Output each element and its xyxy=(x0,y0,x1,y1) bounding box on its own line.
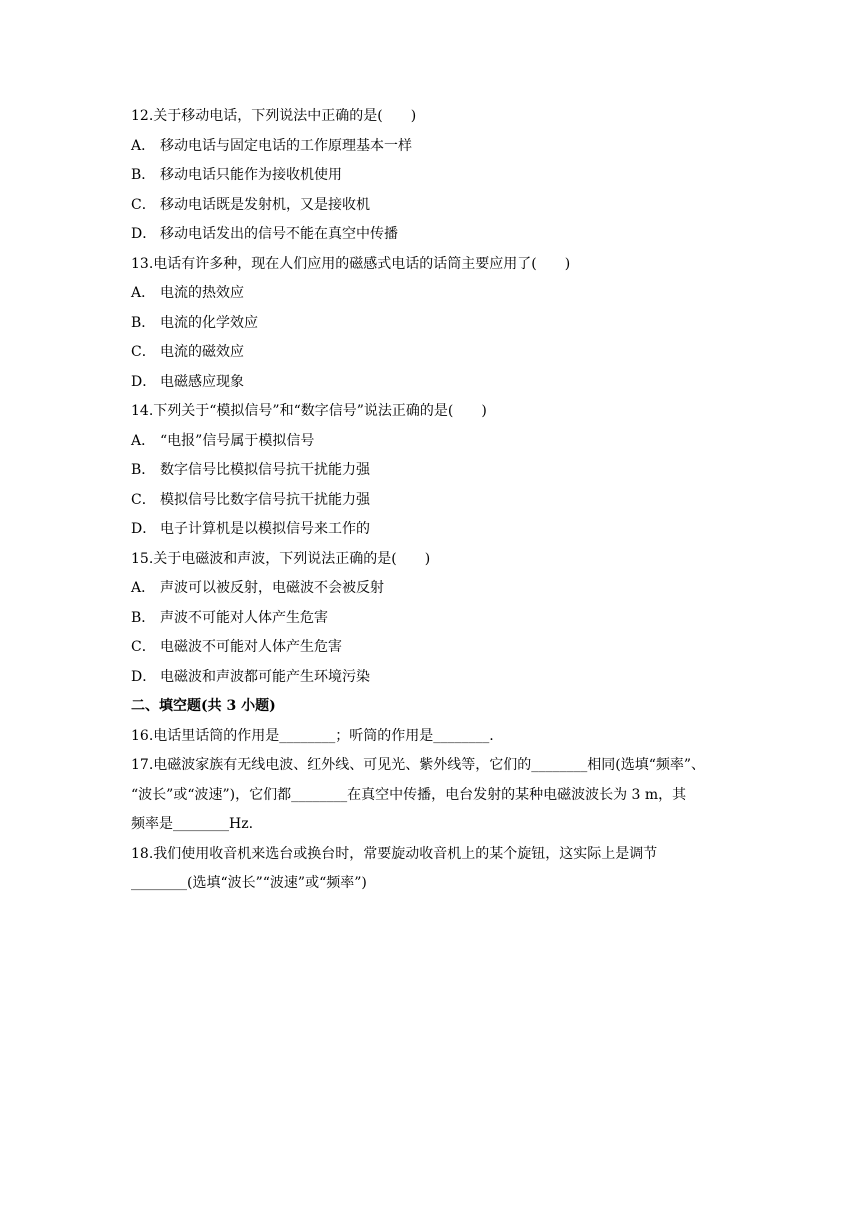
option-text: 声波不可能对人体产生危害 xyxy=(160,609,328,626)
option-text: 移动电话既是发射机，又是接收机 xyxy=(160,196,370,213)
question-14-option-a xyxy=(131,427,731,457)
option-text: 电子计算机是以模拟信号来工作的 xyxy=(160,521,370,537)
option-letter: A． xyxy=(131,285,156,301)
question-12-option-a xyxy=(131,132,731,162)
question-list xyxy=(131,102,731,899)
option-text: 移动电话只能作为接收机使用 xyxy=(160,167,342,183)
option-text: 电磁波和声波都可能产生环境污染 xyxy=(160,668,370,685)
option-text: 声波可以被反射，电磁波不会被反射 xyxy=(160,580,384,596)
option-text: 数字信号比模拟信号抗干扰能力强 xyxy=(160,462,370,478)
question-17-stem-line-2: “波长”或“波速”)，它们都________在真空中传播，电台发射的某种电磁波波长为 3 m，其 xyxy=(131,786,687,803)
question-14-option-b xyxy=(131,456,731,486)
question-12-option-d xyxy=(131,220,731,250)
option-letter: A． xyxy=(131,432,156,449)
option-letter: D． xyxy=(131,226,157,242)
option-letter: A． xyxy=(131,137,156,154)
option-letter: B． xyxy=(131,609,156,626)
question-13-stem: 13.电话有许多种，现在人们应用的磁感式电话的话筒主要应用了( ) xyxy=(131,255,571,272)
option-letter: B． xyxy=(131,314,156,331)
question-12-option-b xyxy=(131,161,731,191)
option-text: 电磁感应现象 xyxy=(160,373,244,390)
option-letter: D． xyxy=(131,668,157,685)
option-letter: B． xyxy=(131,167,156,183)
option-letter: D． xyxy=(131,521,157,537)
question-13-option-d xyxy=(131,368,731,398)
question-15-option-a xyxy=(131,574,731,604)
option-letter: D． xyxy=(131,373,157,390)
option-text: 电流的热效应 xyxy=(160,285,244,301)
question-14-stem: 14.下列关于“模拟信号”和“数字信号”说法正确的是( ) xyxy=(131,403,487,419)
option-letter: B． xyxy=(131,462,156,478)
option-letter: A． xyxy=(131,580,156,596)
question-14-option-c xyxy=(131,486,731,516)
option-text: 模拟信号比数字信号抗干扰能力强 xyxy=(160,491,370,508)
question-14-option-d xyxy=(131,515,731,545)
option-letter: C． xyxy=(131,491,156,508)
question-13-option-b xyxy=(131,309,731,339)
option-letter: C． xyxy=(131,344,156,360)
option-text: 电磁波不可能对人体产生危害 xyxy=(160,639,342,655)
question-13-option-c xyxy=(131,338,731,368)
question-17-stem-line-1: 17.电磁波家族有无线电波、红外线、可见光、紫外线等，它们的________相同(选填“频率”、 xyxy=(131,757,706,773)
option-text: “电报”信号属于模拟信号 xyxy=(160,432,315,449)
option-letter: C． xyxy=(131,639,156,655)
question-17-stem-line-3: 频率是________Hz. xyxy=(131,816,254,832)
question-15-option-b xyxy=(131,604,731,634)
question-12-option-c xyxy=(131,191,731,221)
question-12-stem: 12.关于移动电话，下列说法中正确的是( ) xyxy=(131,108,417,124)
question-15-stem: 15.关于电磁波和声波，下列说法正确的是( ) xyxy=(131,550,431,567)
option-text: 移动电话发出的信号不能在真空中传播 xyxy=(160,226,398,242)
question-15-option-c xyxy=(131,633,731,663)
option-text: 电流的化学效应 xyxy=(160,314,258,331)
question-18-stem-line-2: ________(选填“波长”“波速”或“频率”) xyxy=(131,875,367,891)
option-text: 电流的磁效应 xyxy=(160,344,244,360)
question-16-stem: 16.电话里话筒的作用是________；听筒的作用是________. xyxy=(131,727,494,744)
section-heading-fill-in: 二、填空题(共 3 小题) xyxy=(131,698,276,714)
question-15-option-d xyxy=(131,663,731,693)
question-13-option-a xyxy=(131,279,731,309)
option-text: 移动电话与固定电话的工作原理基本一样 xyxy=(160,137,412,154)
question-18-stem-line-1: 18.我们使用收音机来选台或换台时，常要旋动收音机上的某个旋钮，这实际上是调节 xyxy=(131,845,658,862)
option-letter: C． xyxy=(131,196,156,213)
